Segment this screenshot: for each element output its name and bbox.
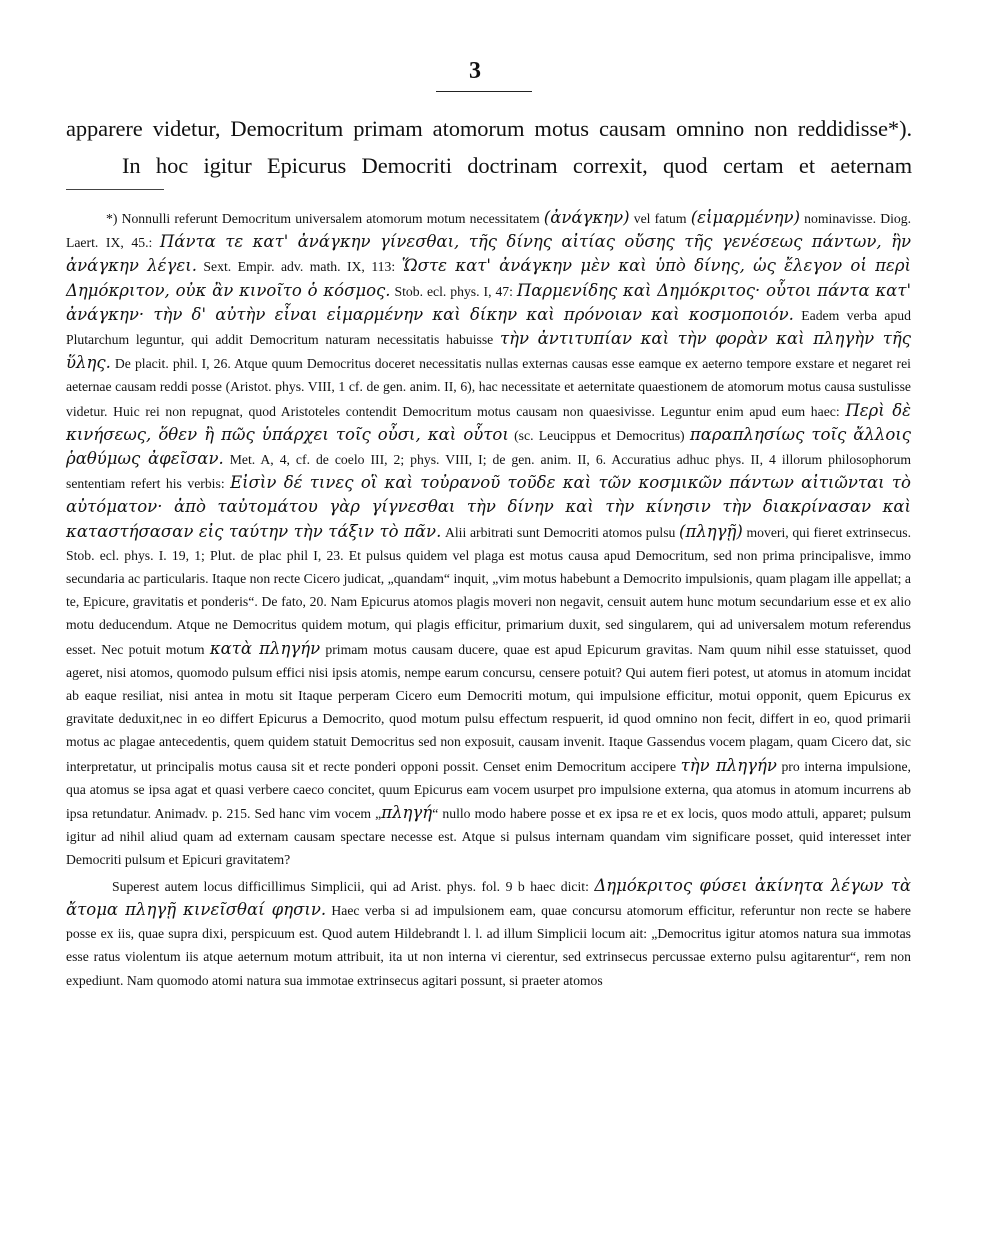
greek-quote: Δημόκριτος φύσει ἀκίνητα λέγων τὰ ἄτομα πληγῇ κινεῖσθαί φησιν.: [66, 875, 911, 919]
footnote-text: Haec verba si ad impulsionem eam, quae concursu atomorum efficitur, referuntur non recte se habere posse ex iis, quae supra dixi, perspicuum est. Quod autem Hildebrandt l. l. ad illum Simplicii locum ait: „Democritus igitur atomos natura sua immotas esse ratus violentum iis atque aeternum motum attribuit, ita ut non interna vi cierentur, sed extrinsecus percussae externo pulsu agitarentur“, rem non expediunt. Nam quomodo atomi natura sua immotae extrinsecus agitari possunt, si praeter atomos: [66, 902, 912, 988]
main-text-line: In hoc igitur Epicurus Democriti doctrinam correxit, quod certam et aeternam: [122, 153, 912, 178]
greek-quote: (πληγῇ): [679, 521, 743, 541]
footnote-text: (sc. Leucippus et Democritus): [508, 427, 690, 443]
greek-quote: Ὥστε κατ' ἀνάγκην μὲν καὶ ὑπὸ δίνης, ὡς ἔλεγον οἱ περὶ Δημόκριτον, οὐκ ἂν κινοῖτο ὁ κόσμος.: [66, 256, 911, 300]
greek-quote: (ἀνάγκην): [543, 208, 630, 227]
footnote-text: moveri, qui fieret extrinsecus. Stob. ecl. phys. I. 19, 1; Plut. de plac phil I, 23. Et pulsus quidem vel plaga est motus causa apud Democritum, sed non prima principalisve, immo secundaria ac particularis. Itaque non recte Cicero judicat, „quandam“ inquit, „vim motus habebunt a Democrito impulsionis, quam plagam ille appellat; a te, Epicure, gravitatis et ponderis“. De fato, 20. Nam Epicurus atomos plagis moveri non negavit, censuit autem hunc motum secundarium esse et ex alio motu deducendum. Atque ne Democritus quidem motum, qui plagis efficitur, primarium duxit, sed singularem, qui ad universalem motum referendus esset. Nec potuit motum: [66, 524, 911, 657]
footnote-text: pro interna impulsione, qua atomus se ipsa agat et quasi verbere caeco concitet, quum Epicurus eam vocem usurpet pro impulsione externa, qua atomus in atomum incurrens ab ipsa retundatur. Animadv. p. 215. Sed hanc vim vocem „: [66, 758, 911, 822]
greek-quote: παραπλησίως τοῖς ἄλλοις ῥαθύμως ἀφεῖσαν.: [66, 424, 911, 469]
footnote-separator: [66, 189, 164, 190]
footnote-text: primam motus causam ducere, quae est apud Epicurum gravitas. Nam quum nihil esse statuisset, quod ageret, nisi atomos, quomodo pulsum effici nisi ipsis atomis, nempe earum concursu, censere potuit? Qui autem fieri potest, ut atomus in atomum incidat ab eaque resiliat, nisi antea in motu sit Itaque perperam Cicero eum Democriti motum, qui impulsione efficitur, motui opponit, quem Epicurus ex gravitate deduxit,nec in eo differt Epicurus a Democrito, quod motum pulsu effectum respuerit, id quod omnino non fecit, differt in eo, quod primarii motus ac plagae antecedentis, quem quidem statuit Democritus sed non exposuit, causam invenit. Itaque Gassendus vocem plagam, quam Cicero dat, sic interpretatur, ut principalis motus causa sit et recte ponderi opponi possit. Censet enim Democritum accipere: [66, 641, 911, 774]
footnote-text: Sext. Empir. adv. math. IX, 113:: [196, 259, 402, 275]
greek-quote: Παρμενίδης καὶ Δημόκριτος· οὗτοι πάντα κατ' ἀνάγκην· τὴν δ' αὐτὴν εἶναι εἱμαρμένην καὶ δίκην καὶ πρόνοιαν καὶ κοσμοποιόν.: [66, 280, 911, 324]
greek-quote: (εἱμαρμένην): [690, 208, 801, 227]
footnote-text: Eadem verba apud Plutarchum leguntur, qui addit Democritum naturam necessitatis habuisse: [66, 307, 911, 348]
footnote-text: *) Nonnulli referunt Democritum universalem atomorum motum necessitatem: [106, 211, 544, 226]
footnote-paragraph: [66, 206, 911, 872]
main-text-line: apparere videtur, Democritum primam atomorum motus causam omnino non reddidisse*).: [66, 116, 912, 141]
footnote-text: Met. A, 4, cf. de coelo III, 2; phys. VIII, I; de gen. anim. II, 6. Accuratius adhuc phys. II, 4 illorum philosophorum sententiam refert his verbis:: [66, 452, 912, 492]
footnote: [66, 206, 911, 992]
footnote-text: nominavisse. Diog. Laert. IX, 45.:: [66, 211, 911, 251]
footnote-text: Stob. ecl. phys. I, 47:: [390, 283, 517, 299]
page-number-rule: [436, 91, 532, 92]
footnote-text: vel fatum: [629, 211, 691, 226]
greek-quote: Περὶ δὲ κινήσεως, ὅθεν ἢ πῶς ὑπάρχει τοῖς οὖσι, καὶ οὗτοι: [66, 400, 911, 444]
footnote-text: Alii arbitrati sunt Democriti atomos pulsu: [441, 524, 680, 540]
greek-quote: τὴν ἀντιτυπίαν καὶ τὴν φορὰν καὶ πληγὴν τῆς ὕλης.: [66, 329, 911, 373]
greek-quote: Πάντα τε κατ' ἀνάγκην γίνεσθαι, τῆς δίνης αἰτίας οὔσης τῆς γενέσεως πάντων, ἣν ἀνάγκην λέγει.: [66, 232, 911, 276]
greek-quote: πληγή: [381, 803, 433, 823]
footnote-paragraph: [66, 874, 911, 992]
greek-quote: κατὰ πληγήν: [209, 638, 321, 658]
footnote-text: Superest autem locus difficillimus Simplicii, qui ad Arist. phys. fol. 9 b haec dicit:: [112, 878, 595, 894]
page-number: 3: [469, 58, 481, 84]
footnote-text: De placit. phil. I, 26. Atque quum Democritus doceret necessitatis nullas externas causas esse eamque ex aeterno tempore exstare et negaret rei aeternae causam reddi posse (Aristot. phys. VIII, 1 cf. de gen. anim. II, 6), hac necessitate et aeternitate quaestionem de atomorum motus causa sustulisse videtur. Huic rei non repugnat, quod Aristoteles contendit Democritum motus causam non quaesivisse. Leguntur enim apud eum haec:: [66, 356, 911, 419]
footnote-text: “ nullo modo habere posse et ex ipsa re et ex locis, quos modo attuli, apparet; pulsum igitur ad nihil aliud quam ad externam causam spectare necesse est. Atque si pulsus internam quandam vim significare posset, quid interesset inter Democriti pulsum et Epicuri gravitatem?: [66, 806, 911, 868]
greek-quote: Εἰσὶν δέ τινες οἳ καὶ τοὐρανοῦ τοῦδε καὶ τῶν κοσμικῶν πάντων αἰτιῶνται τὸ αὐτόματον· ἀπὸ ταὐτομάτου γὰρ γίγνεσθαι τὴν δίνην καὶ τὴν κίνησιν τὴν διακρίνασαν καὶ καταστήσασαν εἰς ταύτην τὴν τάξιν τὸ πᾶν.: [66, 473, 911, 541]
main-text: [66, 110, 912, 184]
greek-quote: τὴν πληγήν: [680, 755, 777, 775]
